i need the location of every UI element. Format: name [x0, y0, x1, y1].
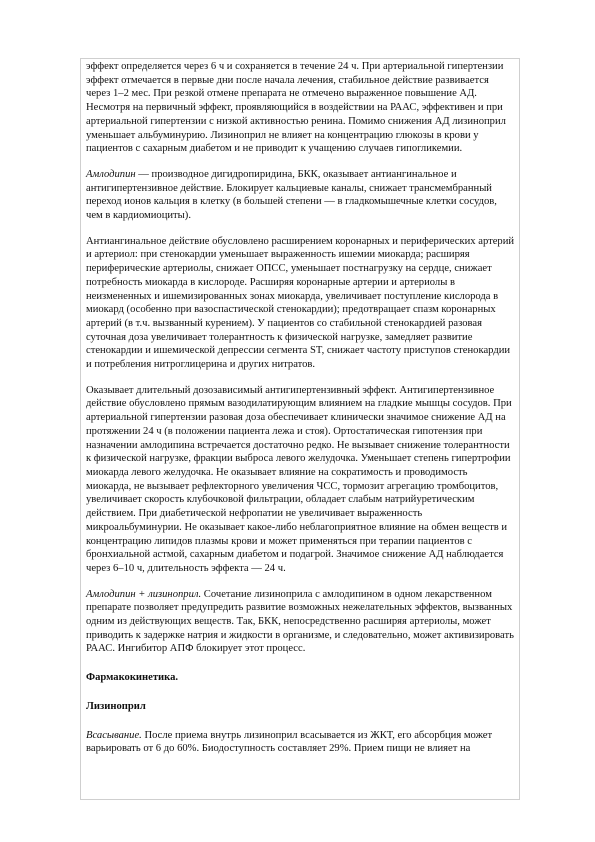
subheading-lisinopril: Лизиноприл [86, 700, 146, 712]
document-page [80, 58, 520, 800]
absorption-lead: Всасывание. [86, 729, 142, 741]
paragraph-text: После приема внутрь лизиноприл всасывается из ЖКТ, его абсорбция может варьировать от 6 до 60%. Биодоступность составляет 29%. Прием пищи не влияет на [86, 729, 493, 755]
paragraph-text: Сочетание лизиноприла с амлодипином в одном лекарственном препарате позволяет предупредить развитие возможных нежелательных эффектов, вызванных одним из действующих веществ. Так, БКК, непосредственно расширяя артериолы, может приводить к задержке натрия и жидкости в организме, и следовательно, может активизировать РААС. Ингибитор АПФ блокирует этот процесс. [86, 588, 514, 655]
paragraph-text: Оказывает длительный дозозависимый антигипертензивный эффект. Антигипертензивное действие обусловлено прямым вазодилатирующим влиянием на гладкие мышцы сосудов. При артериальной гипертензии разовая доза обеспечивает клинически значимое снижение АД на протяжении 24 ч (в положении пациента лежа и стоя). Ортостатическая гипотензия при назначении амлодипина встречается достаточно редко. Не вызывает снижение толерантности к физической нагрузке, фракции выброса левого желудочка. Уменьшает степень гипертрофии миокарда левого желудочка. Не оказывает влияние на сократимость и проводимость миокарда, не вызывает рефлекторного увеличения ЧСС, тормозит агрегацию тромбоцитов, увеличивает скорость клубочковой фильтрации, обладает слабым натрийуретическим действием. При диабетической нефропатии не увеличивает выраженность микроальбуминурии. Не оказывает какое-либо неблагоприятное влияние на обмен веществ и концентрацию липидов плазмы крови и может применяться при терапии пациентов с бронхиальной астмой, сахарным диабетом и подагрой. Значимое снижение АД наблюдается через 6–10 ч, длительность эффекта — 24 ч. [86, 384, 512, 574]
drug-name-lead: Амлодипин + лизиноприл. [86, 588, 202, 600]
paragraph-amlodipine-intro [86, 168, 515, 223]
drug-name-lead: Амлодипин [86, 168, 136, 180]
paragraph-text: эффект определяется через 6 ч и сохраняется в течение 24 ч. При артериальной гипертензии эффект отмечается в первые дни после начала лечения, стабильное действие развивается через 1–2 мес. При резкой отмене препарата не отмечено выраженное повышение АД. Несмотря на первичный эффект, проявляющийся в воздействии на РААС, эффективен и при артериальной гипертензии с низкой активностью ренина. Помимо снижения АД лизиноприл уменьшает альбуминурию. Лизиноприл не влияет на концентрацию глюкозы в крови у пациентов с сахарным диабетом и не приводит к учащению случаев гипогликемии. [86, 61, 506, 155]
paragraph-antihypertensive [86, 384, 515, 576]
paragraph-text: Антиангинальное действие обусловлено расширением коронарных и периферических артерий и артериол: при стенокардии уменьшает выраженность ишемии миокарда; расширяя периферические артериолы, снижает ОПСС, уменьшает постнагрузку на сердце, снижает потребность миокарда в кислороде. Расширяя коронарные артерии и артериолы в неизмененных и ишемизированных зонах миокарда, увеличивает поступление кислорода в миокард (особенно при вазоспастической стенокардии); предотвращает спазм коронарных артерий (в т.ч. вызванный курением). У пациентов со стабильной стенокардией разовая суточная доза увеличивает толерантность к физической нагрузке, замедляет развитие стенокардии и ишемической депрессии сегмента ST, снижает частоту приступов стенокардии и потребления нитроглицерина и других нитратов. [86, 235, 515, 371]
paragraph-antianginal [86, 235, 515, 372]
paragraph-text: — производное дигидропиридина, БКК, оказывает антиангинальное и антигипертензивное действие. Блокирует кальциевые каналы, снижает трансмембранный переход ионов кальция в клетку (в большей степени — в гладкомышечные клетки сосудов, чем в кардиомиоциты). [86, 168, 497, 222]
paragraph-lisinopril-effect [86, 60, 515, 156]
paragraph-combination [86, 588, 515, 657]
paragraph-absorption [86, 729, 515, 756]
section-heading-pharmacokinetics: Фармакокинетика. [86, 672, 179, 684]
